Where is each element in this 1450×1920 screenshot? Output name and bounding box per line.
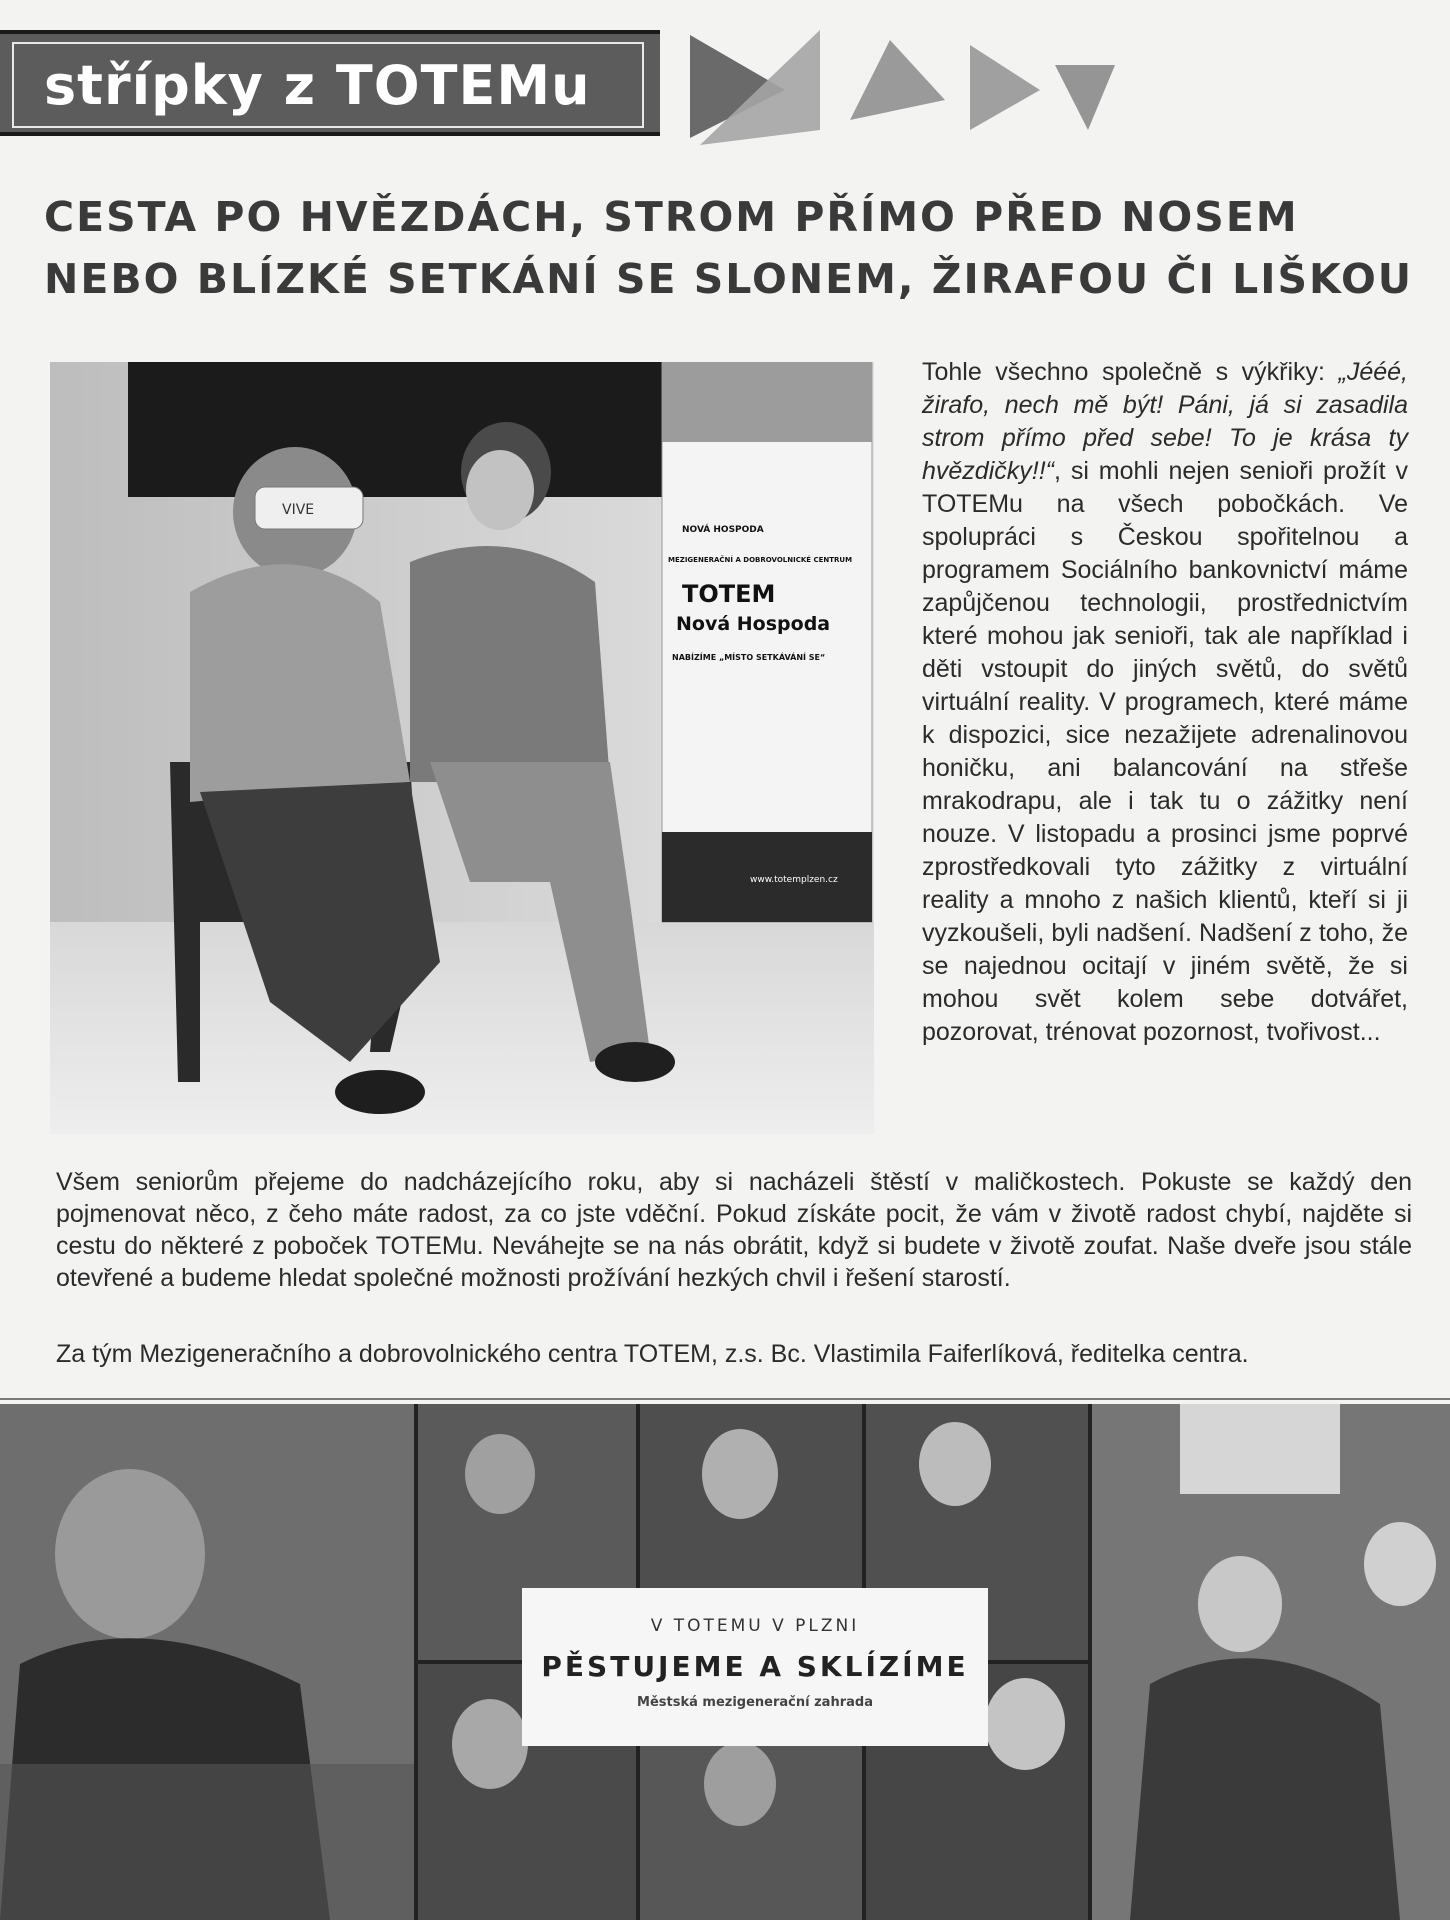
article-quote: „Jééé, žirafo, nech mě být! Páni, já si zasadila strom přímo před sebe! To je krása ty hvězdičky!!“ [922, 358, 1408, 485]
banner-org: NOVÁ HOSPODA [682, 525, 764, 535]
divider [0, 1398, 1450, 1400]
triangle-gray-4 [1055, 65, 1115, 130]
overlay-line-1: V TOTEMU V PLZNI [650, 1616, 860, 1636]
vr-photo-illustration [50, 362, 874, 1134]
overlay-line-3: Městská mezigenerační zahrada [637, 1695, 873, 1710]
headset-label: VIVE [282, 502, 315, 518]
signature: Za tým Mezigeneračního a dobrovolnického centra TOTEM, z.s. Bc. Vlastimila Faiferlíková, ředitelka centra. [56, 1340, 1249, 1368]
banner-center-name: MEZIGENERAČNÍ A DOBROVOLNICKÉ CENTRUM [668, 556, 853, 564]
section-header-frame [12, 42, 644, 128]
headline-line-2: NEBO BLÍZKÉ SETKÁNÍ SE SLONEM, ŽIRAFOU ČI LIŠKOU [44, 255, 1414, 303]
banner-title-1: TOTEM [682, 580, 776, 608]
banner-url: www.totemplzen.cz [750, 875, 838, 885]
triangle-gray-3 [970, 45, 1040, 130]
vr-photo [50, 362, 874, 1134]
banner-title-2: Nová Hospoda [676, 613, 831, 635]
article-intro: Tohle všechno společně s výkřiky: [922, 358, 1339, 386]
section-label: střípky z TOTEMu [44, 53, 591, 117]
decorative-triangles [690, 30, 1130, 160]
section-header [0, 30, 660, 136]
banner-offer: NABÍZÍME „MÍSTO SETKÁVÁNÍ SE“ [672, 653, 826, 662]
closing-paragraph: Všem seniorům přejeme do nadcházejícího roku, aby si nacházeli štěstí v maličkostech. Pokuste se každý den pojmenovat něco, z čeho máte radost, za co jste vděční. Pokud získáte pocit, že vám v životě radost chybí, najděte si cestu do některé z poboček TOTEMu. Neváhejte se na nás obrátit, když si budete v životě zoufat. Naše dveře jsou stále otevřené a budeme hledat společné možnosti prožívání hezkých chvil i řešení starostí. [56, 1168, 1412, 1292]
article-body [922, 356, 1408, 1049]
headline [44, 186, 1414, 310]
headline-line-1: CESTA PO HVĚZDÁCH, STROM PŘÍMO PŘED NOSEM [44, 193, 1299, 241]
overlay-line-2: PĚSTUJEME A SKLÍZÍME [541, 1650, 969, 1683]
article-body-text: , si mohli nejen senioři prožít v TOTEMu na všech pobočkách. Ve spolupráci s Českou spořitelnou a programem Sociálního bankovnictví máme zapůjčenou technologii, prostřednictvím které mohou jak senioři, tak ale například i děti vstoupit do jiných světů, do světů virtuální reality. V programech, které máme k dispozici, sice nezažijete adrenalinovou honičku, ani balancování na střeše mrakodrapu, ale i tak tu o zážitky není nouze. V listopadu a prosinci jsme poprvé zprostředkovali tyto zážitky z virtuální reality a mnoho z našich klientů, kteří si ji vyzkoušeli, byli nadšení. Nadšení z toho, že se najednou ocitají v jiném světě, že si mohou svět kolem sebe dotvářet, pozorovat, trénovat pozornost, tvořivost... [922, 457, 1408, 1046]
collage-overlay [522, 1588, 988, 1746]
triangle-gray-2 [850, 40, 945, 120]
